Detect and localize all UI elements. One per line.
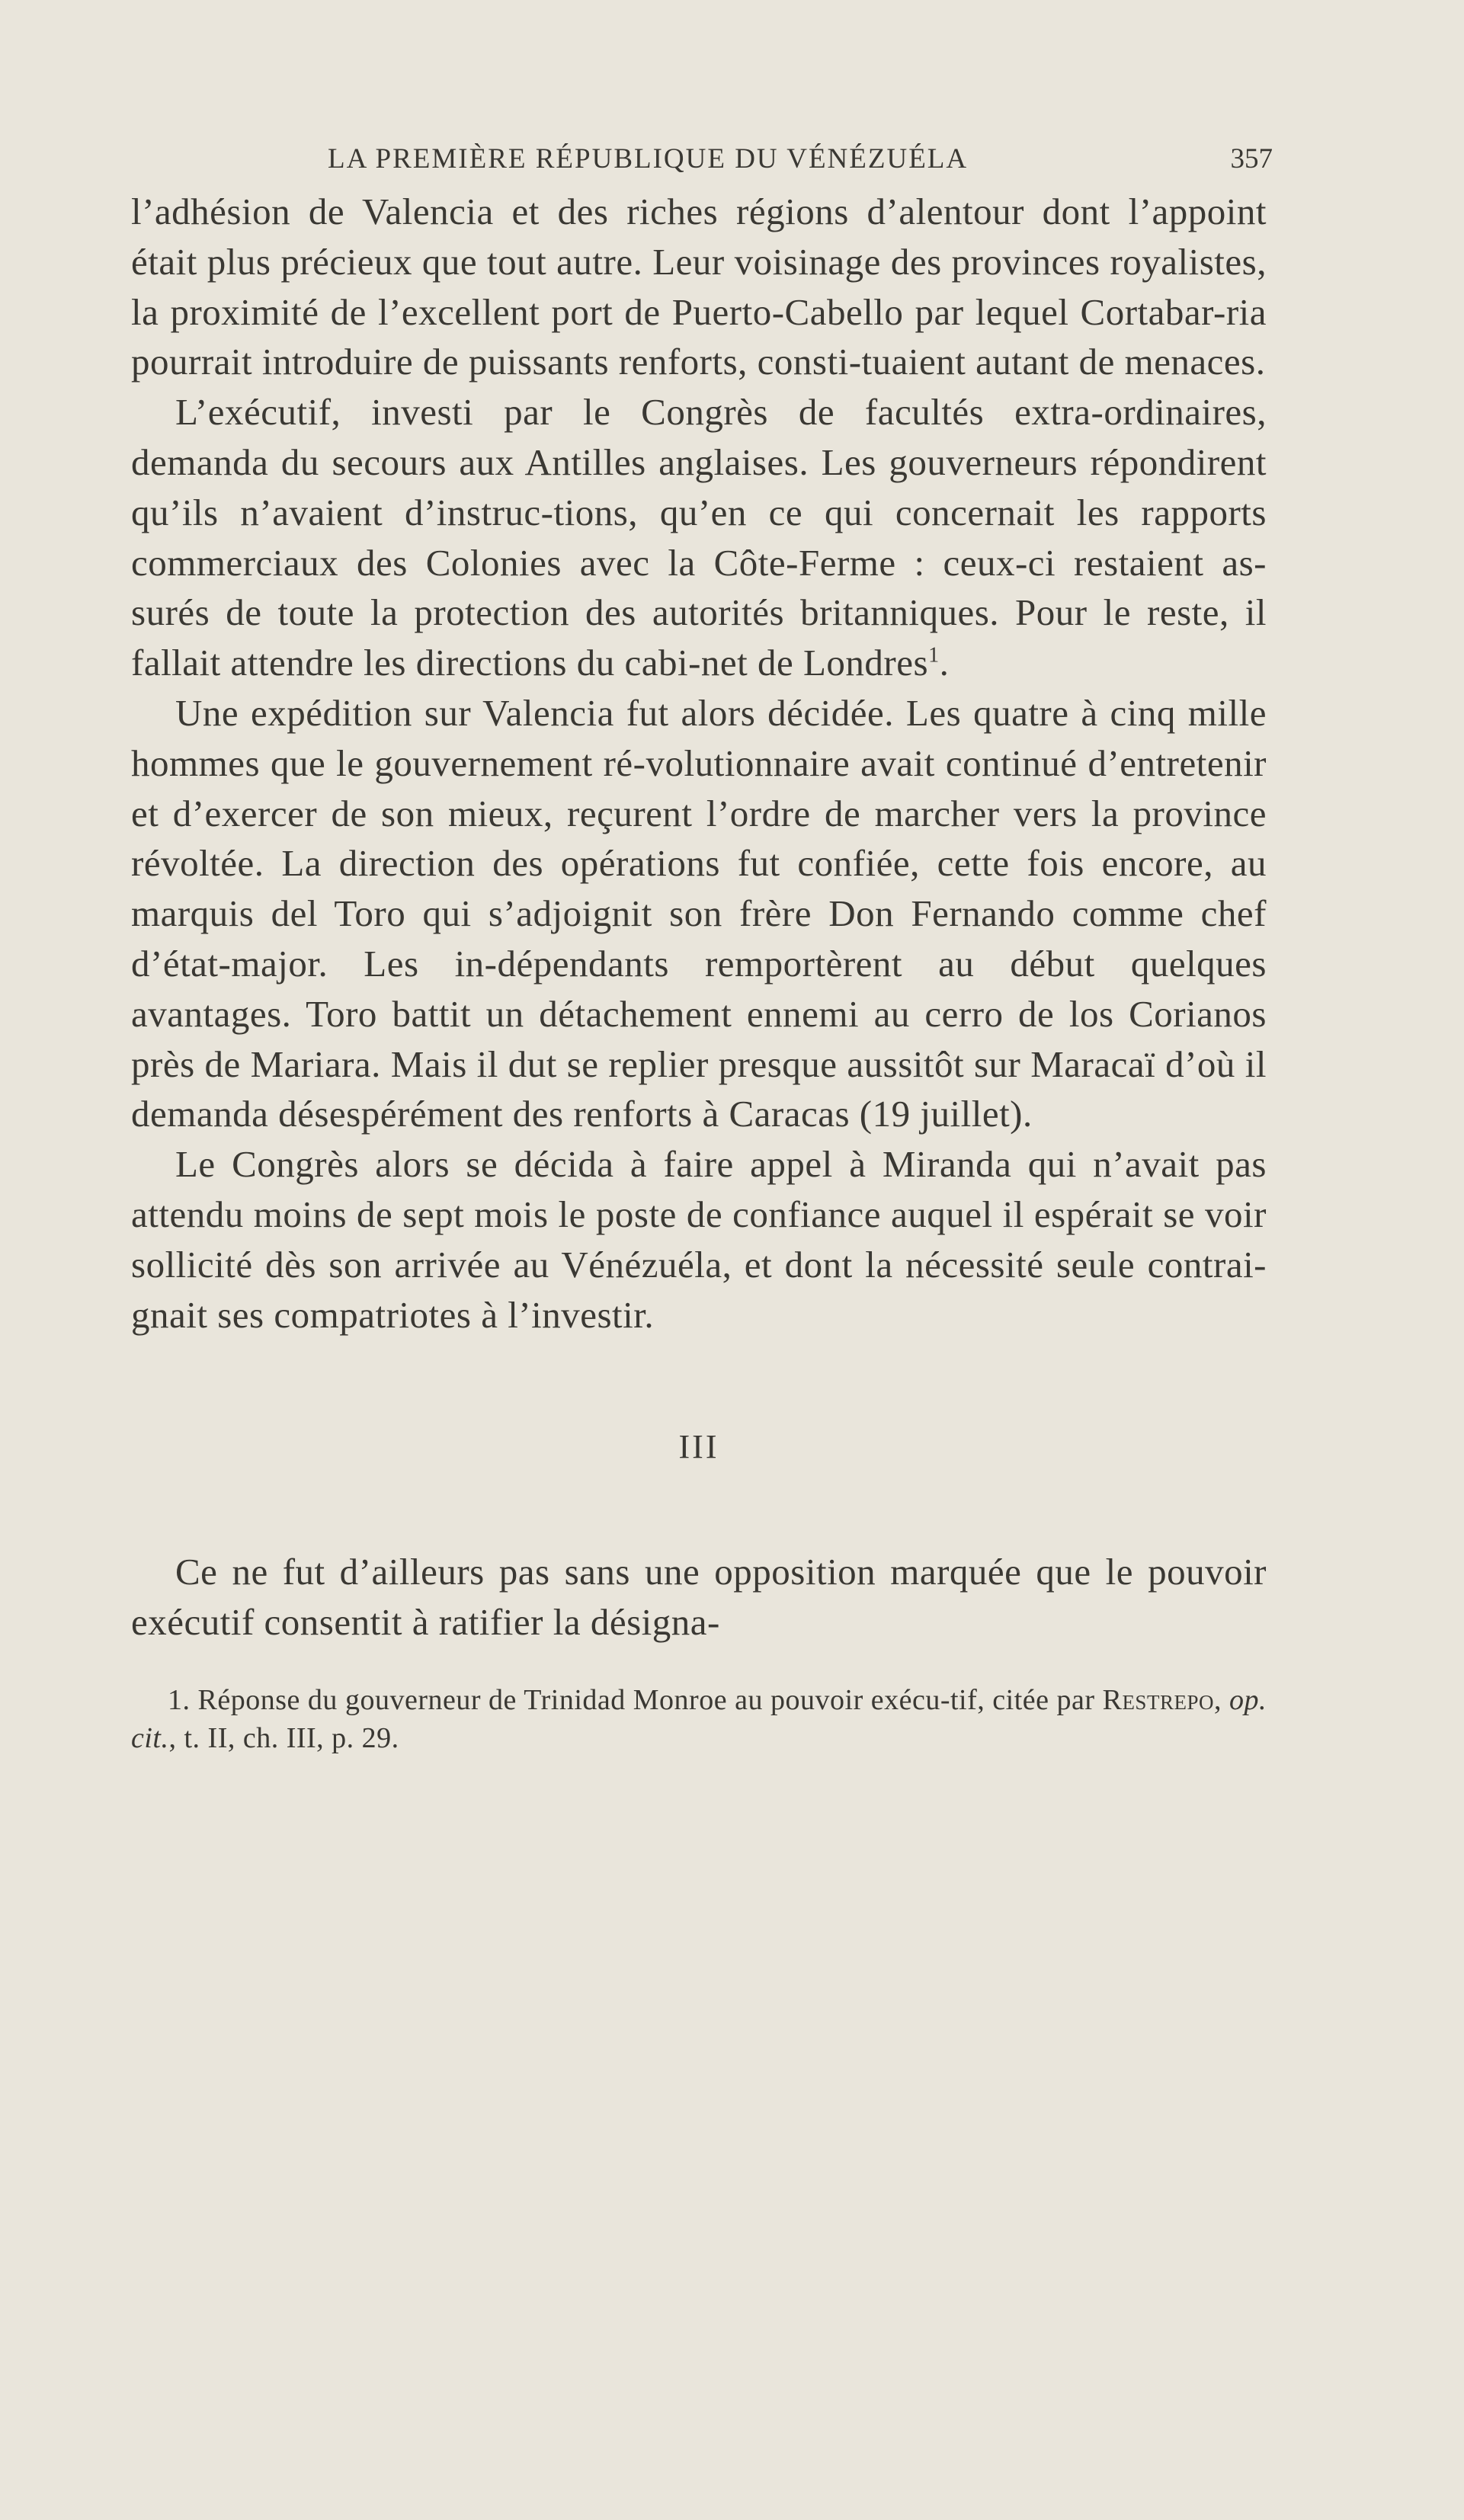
paragraph-3: Une expédition sur Valencia fut alors décidée. Les quatre à cinq mille hommes que le gouvernement ré-volutionnaire avait continué d’entretenir et d’exercer de son mieux, reçurent l’ordre de marcher vers la province révoltée. La direction des opérations fut confiée, cette fois encore, au marquis del Toro qui s’adjoignit son frère Don Fernando comme chef d’état-major. Les in-dépendants remportèrent au début quelques avantages. Toro battit un détachement ennemi au cerro de los Corianos près de Mariara. Mais il dut se replier presque aussitôt sur Maracaï d’où il demanda désespérément des renforts à Caracas (19 juillet). — [131, 691, 1267, 1135]
footnote-number: 1. — [168, 1683, 191, 1716]
footnote-author: Restrepo — [1102, 1683, 1214, 1716]
footnote-text: 1. Réponse du gouverneur de Trinidad Monroe au pouvoir exécu-tif, citée par Restrepo, op. cit., t. II, ch. III, p. 29. — [131, 1683, 1267, 1754]
book-page — [131, 133, 1273, 1757]
footnote-reference: 1 — [928, 643, 940, 668]
footnote-citation: op. cit. — [131, 1683, 1267, 1754]
running-title: LA PREMIÈRE RÉPUBLIQUE DU VÉNÉZUÉLA — [328, 143, 969, 175]
footnote-body: Réponse du gouverneur de Trinidad Monroe au pouvoir exécu-tif, citée par — [197, 1683, 1095, 1716]
footnote-reference-details: , t. II, ch. III, p. 29. — [168, 1721, 399, 1754]
paragraph-2 — [131, 387, 1267, 688]
paragraph-2-text: L’exécutif, investi par le Congrès de facultés extra-ordinaires, demanda du secours aux Antilles anglaises. Les gouverneurs répondirent qu’ils n’avaient d’instruc-tions, qu’en ce qui concernait les rapports commerciaux des Colonies avec la Côte-Ferme : ceux-ci restaient as-surés de toute la protection des autorités britanniques. Pour le reste, il fallait attendre les directions du cabi-net de Londres — [131, 391, 1267, 684]
section-paragraph: Ce ne fut d’ailleurs pas sans une opposition marquée que le pouvoir exécutif consentit à ratifier la désigna- — [131, 1551, 1267, 1643]
footnote — [131, 1681, 1267, 1757]
running-head — [131, 133, 1273, 187]
body-text — [131, 187, 1267, 1647]
section-heading: III — [678, 1428, 719, 1466]
page-number: 357 — [1230, 143, 1273, 175]
paragraph-4: Le Congrès alors se décida à faire appel à Miranda qui n’avait pas attendu moins de sept mois le poste de confiance auquel il espérait se voir sollicité dès son arrivée au Vénézuéla, et dont la nécessité seule contrai-gnait ses compatriotes à l’investir. — [131, 1143, 1267, 1336]
paragraph-1: l’adhésion de Valencia et des riches régions d’alentour dont l’appoint était plus précieux que tout autre. Leur voisinage des provinces royalistes, la proximité de l’excellent port de Puerto-Cabello par lequel Cortabar-ria pourrait introduire de puissants renforts, consti-tuaient autant de menaces. — [131, 191, 1267, 383]
paragraph-2-end-period: . — [939, 642, 950, 684]
